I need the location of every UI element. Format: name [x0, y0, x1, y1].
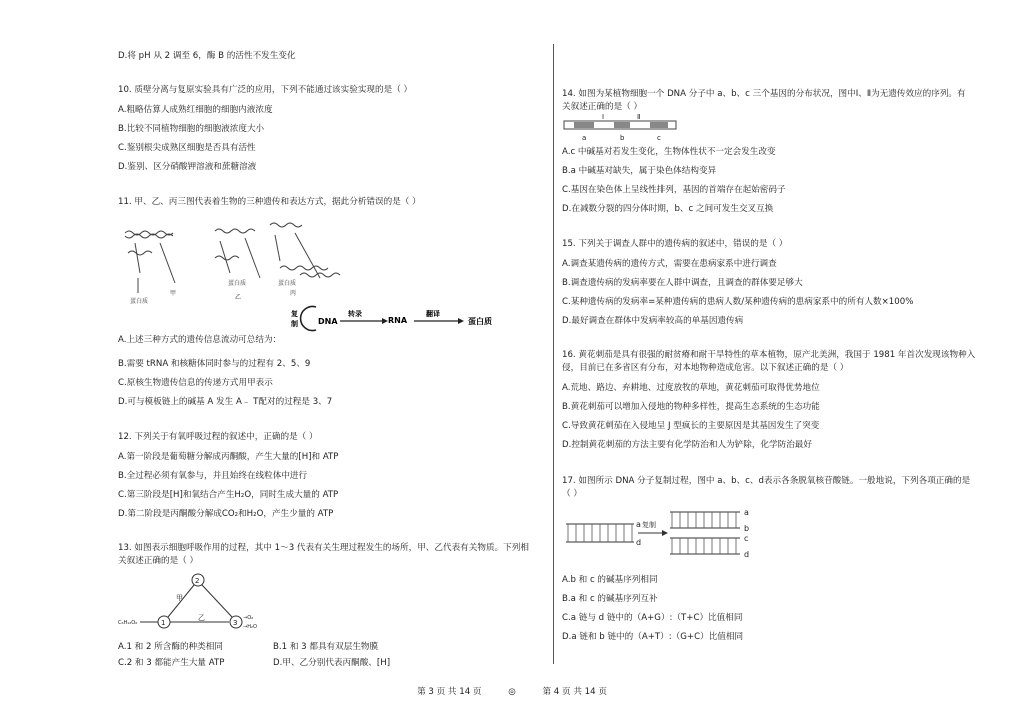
option-a: A.b 和 c 的碱基序列相同	[562, 575, 658, 585]
option-c: C.鉴别根尖成熟区细胞是否具有活性	[118, 143, 256, 153]
arrow-line	[160, 243, 175, 283]
dna-replication-figure	[564, 506, 784, 566]
strand-d-label: d	[744, 550, 750, 559]
option-b: B.黄花刺茄可以增加入侵地的物种多样性，提高生态系统的生态功能	[562, 402, 820, 412]
question-stem: 11. 甲、乙、丙三图代表着生物的三种遗传和表达方式，据此分析错误的是（ ）	[118, 197, 421, 207]
option-d: D.控制黄花刺茄的方法主要有化学防治和人为铲除，化学防治最好	[562, 440, 812, 450]
question-14-options	[562, 146, 786, 222]
question-13	[118, 542, 529, 575]
option-c: C.导致黄花刺茄在入侵地呈 J 型疯长的主要原因是其基因发生了突变	[562, 421, 820, 431]
arrow-line	[295, 233, 320, 278]
option-d: D.甲、乙分别代表丙酮酸、[H]	[273, 658, 391, 668]
dna-strand	[280, 266, 328, 270]
option-d: D.第二阶段是丙酮酸分解成CO₂和H₂O，产生少量的 ATP	[118, 509, 334, 519]
strand-b-label: b	[744, 524, 750, 533]
option-b: B.全过程必须有氧参与，并且始终在线粒体中进行	[118, 471, 308, 481]
strand-c-label: c	[744, 534, 749, 543]
question-stem-cont: 关叙述正确的是（ ）	[562, 102, 643, 112]
site-3-number: 3	[233, 619, 238, 627]
protein-label: 蛋白质	[130, 298, 149, 305]
question-17-options	[562, 574, 743, 650]
question-10	[118, 84, 412, 180]
option-c: C.a 链与 d 链中的（A+G）:（T+C）比值相同	[562, 613, 743, 623]
figure-jia-label: 甲	[170, 290, 177, 297]
question-12	[118, 431, 338, 527]
option-c: C.第三阶段是[H]和氧结合产生H₂O，同时生成大量的 ATP	[118, 490, 339, 500]
option-a: A.c 中碱基对若发生变化，生物体性状不一定会发生改变	[562, 147, 776, 157]
site-1-number: 1	[161, 619, 166, 627]
gene-expression-figure	[120, 213, 420, 333]
arrow-line	[135, 243, 140, 273]
cell-respiration-figure	[118, 572, 278, 634]
gene-a-label: a	[582, 134, 587, 142]
option-b: B.1 和 3 都具有双层生物膜	[273, 642, 379, 652]
replication-label: 复	[291, 310, 298, 318]
central-dogma-continued	[388, 307, 538, 331]
dna-strand	[300, 273, 340, 277]
option-a: A.第一阶段是葡萄糖分解成丙酮酸，产生大量的[H]和 ATP	[118, 452, 339, 462]
protein-label: 蛋白质	[468, 317, 492, 326]
dna-label: DNA	[318, 317, 338, 326]
option-d: D.最好调查在群体中发病率较高的单基因遗传病	[562, 316, 744, 326]
question-stem: 10. 质壁分离与复原实验具有广泛的应用，下列不能通过该实验实现的是（ ）	[118, 85, 413, 95]
arrow-line	[202, 585, 232, 617]
strand-a-label: a	[636, 520, 641, 529]
option-b: B.需要 tRNA 和核糖体同时参与的过程有 2、5、9	[118, 359, 311, 369]
arrow-head	[458, 318, 464, 324]
transcription-label: 转录	[348, 310, 362, 318]
replication-arc	[301, 307, 316, 331]
option-d: D.在减数分裂的四分体时期，b、c 之间可发生交叉互换	[562, 204, 774, 214]
arrow-head	[662, 530, 668, 536]
rna-strand	[270, 223, 302, 227]
option-b: B.a 中碱基对缺失，属于染色体结构变异	[562, 166, 717, 176]
strand-d-label: d	[636, 538, 642, 547]
question-stem: 13. 如图表示细胞呼吸作用的过程，其中 1～3 代表有关生理过程发生的场所，甲、乙代表有关物质。下列相	[118, 543, 529, 553]
gene-a-segment	[574, 122, 594, 128]
option-c: C.基因在染色体上呈线性排列，基因的首端存在起始密码子	[562, 185, 786, 195]
option-a: A.上述三种方式的遗传信息流动可总结为：	[118, 335, 282, 345]
question-stem: 15. 下列关于调查人群中的遗传病的叙述中，错误的是（ ）	[562, 239, 788, 249]
gene-c-segment	[650, 122, 668, 128]
option-a: A.1 和 2 所含酶的种类相同	[118, 642, 223, 652]
question-stem: 14. 如图为某植物细胞一个 DNA 分子中 a、b、c 三个基因的分布状况，图中Ⅰ、Ⅱ为无遗传效应的序列。有	[562, 89, 966, 99]
figure-yi-label: 乙	[235, 294, 242, 301]
option-a: A.调查某遗传病的遗传方式，需要在患病家系中进行调查	[562, 259, 777, 269]
option-d: D.a 链和 b 链中的（A+T）:（G+C）比值相同	[562, 632, 744, 642]
dna-strand	[125, 231, 173, 235]
mrna-strand	[128, 251, 152, 255]
rna-strand	[215, 229, 255, 233]
question-stem: 16. 黄花刺茄是具有很强的耐贫瘠和耐干旱特性的草本植物，原产北美洲，我国于 1981 年首次发现该物种入	[562, 350, 976, 360]
translation-label: 翻译	[426, 310, 440, 318]
question-stem: 12. 下列关于有氧呼吸过程的叙述中，正确的是（ ）	[118, 432, 318, 442]
central-dogma-diagram	[291, 307, 388, 331]
option-c: C.某种遗传病的发病率=某种遗传病的患病人数/某种遗传病的患病家系中的所有人数×100%	[562, 297, 914, 307]
rna-label: RNA	[388, 316, 408, 325]
water-label: →H₂O	[243, 624, 257, 630]
site-2-number: 2	[195, 577, 200, 585]
arrow-line	[275, 235, 280, 261]
page-number-left: 第 3 页 共 14 页	[417, 687, 482, 697]
replication-label: 复制	[642, 521, 656, 529]
gene-b-label: b	[620, 134, 625, 142]
question-13-options	[118, 641, 428, 676]
option-c: C.原核生物遗传信息的传递方式用甲表示	[118, 378, 273, 388]
figure-bing-label: 丙	[290, 290, 297, 297]
question-stem: 17. 如图所示 DNA 分子复制过程，图中 a、b、c、d表示各条脱氧核苷酸链。一般地说，下列各项正确的是	[562, 476, 971, 486]
sequence-i-label: Ⅰ	[602, 113, 605, 121]
option-d: D.鉴别、区分硝酸钾溶液和蔗糖溶液	[118, 162, 257, 172]
dna-gene-figure	[562, 111, 682, 143]
option-b: B.调查遗传病的发病率要在人群中调查，且调查的群体要足够大	[562, 278, 803, 288]
dna-strand	[215, 256, 239, 260]
replication-label: 制	[291, 320, 298, 328]
protein-label: 蛋白质	[228, 280, 247, 287]
arrow-line	[245, 238, 260, 278]
dna-strand	[125, 234, 173, 238]
column-divider	[553, 44, 554, 664]
substance-yi-label: 乙	[198, 614, 205, 622]
question-11-options	[118, 334, 332, 415]
option-b: B.a 和 c 的碱基序列互补	[562, 594, 658, 604]
gene-b-segment	[614, 122, 630, 128]
gene-c-label: c	[657, 134, 661, 142]
protein-label: 蛋白质	[278, 280, 297, 287]
question-stem-cont: 关叙述正确的是（ ）	[118, 556, 199, 566]
page-footer	[0, 685, 1024, 697]
page-number-right: 第 4 页 共 14 页	[542, 687, 607, 697]
question-stem-cont: 侵，目前已在多省区有分布，对本地物种造成危害。以下叙述正确的是（ ）	[562, 363, 849, 373]
question-15	[562, 238, 913, 334]
sequence-ii-label: Ⅱ	[637, 113, 641, 121]
glucose-label: C₆H₁₂O₆	[118, 620, 138, 626]
question-16	[562, 349, 975, 458]
option-b: B.比较不同植物细胞的细胞液浓度大小	[118, 124, 265, 134]
footer-separator: ◎	[508, 687, 516, 697]
strand-a-label: a	[744, 508, 749, 517]
oxygen-label: →O₂	[243, 615, 254, 621]
option-c: C.2 和 3 都能产生大量 ATP	[118, 658, 225, 668]
question-stem-cont: （ ）	[562, 489, 582, 499]
prev-question-option-d: D.将 pH 从 2 调至 6，酶 B 的活性不发生变化	[118, 51, 296, 61]
question-17	[562, 475, 970, 501]
substance-jia-label: 甲	[176, 594, 183, 602]
option-d: D.可与模板链上的碱基 A 发生 A﹣ T配对的过程是 3、7	[118, 397, 333, 407]
option-a: A.粗略估算人成熟红细胞的细胞内液浓度	[118, 105, 273, 115]
option-a: A.荒地、路边、弃耕地、过度放牧的草地，黄花刺茄可取得优势地位	[562, 383, 820, 393]
